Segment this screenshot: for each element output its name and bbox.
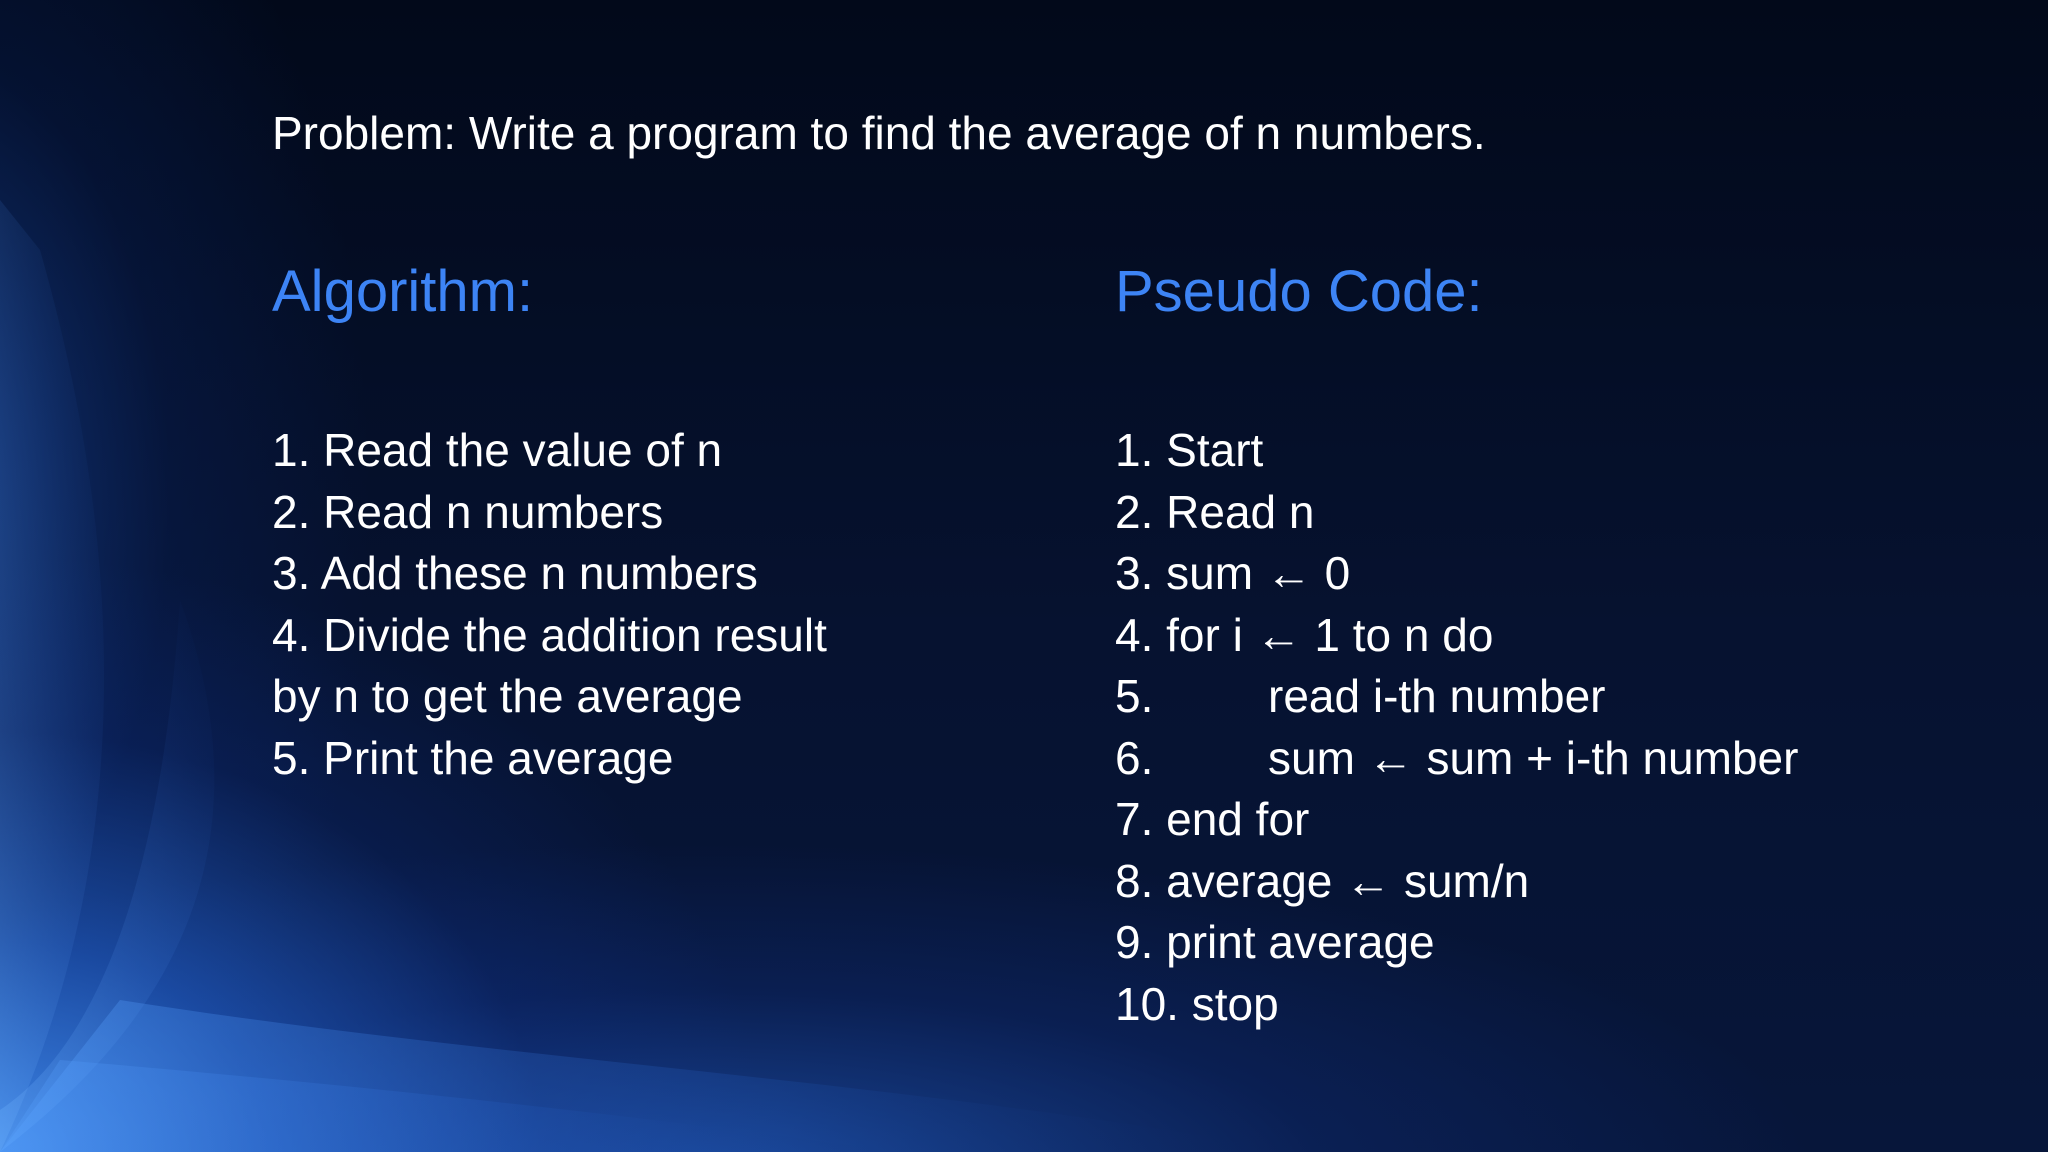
pseudo-code-line: 10. stop [1115, 977, 1279, 1030]
pseudo-code-line: 1. Start [1115, 424, 1264, 476]
algorithm-step: 1. Read the value of n [272, 424, 723, 476]
algorithm-step: 2. Read n numbers [272, 485, 664, 538]
pseudo-code-heading: Pseudo Code: [1115, 259, 1483, 324]
algorithm-step: 3. Add these n numbers [272, 547, 758, 599]
pseudo-code-line: 7. end for [1115, 793, 1310, 845]
line-number: 5. [1115, 670, 1154, 722]
pseudo-code-line [1115, 728, 2015, 790]
pseudo-code-line: 9. print average [1115, 916, 1435, 968]
algorithm-steps [272, 420, 832, 789]
algorithm-step: 5. Print the average [272, 731, 674, 784]
line-text: read i-th number [1268, 670, 1606, 722]
pseudo-code-line [1115, 666, 2015, 728]
pseudo-code-line: 4. for i ← 1 to n do [1115, 608, 1494, 661]
pseudo-code-lines [1115, 420, 2015, 1035]
algorithm-step: 4. Divide the addition result by n to get the average [272, 608, 827, 722]
algorithm-heading: Algorithm: [272, 259, 534, 324]
pseudo-code-line: 3. sum ← 0 [1115, 547, 1351, 599]
line-number: 6. [1115, 731, 1154, 784]
line-text: sum ← sum + i-th number [1268, 731, 1799, 784]
problem-statement: Problem: Write a program to find the average of n numbers. [272, 107, 1486, 159]
pseudo-code-line: 8. average ← sum/n [1115, 854, 1530, 907]
pseudo-code-line: 2. Read n [1115, 485, 1315, 538]
